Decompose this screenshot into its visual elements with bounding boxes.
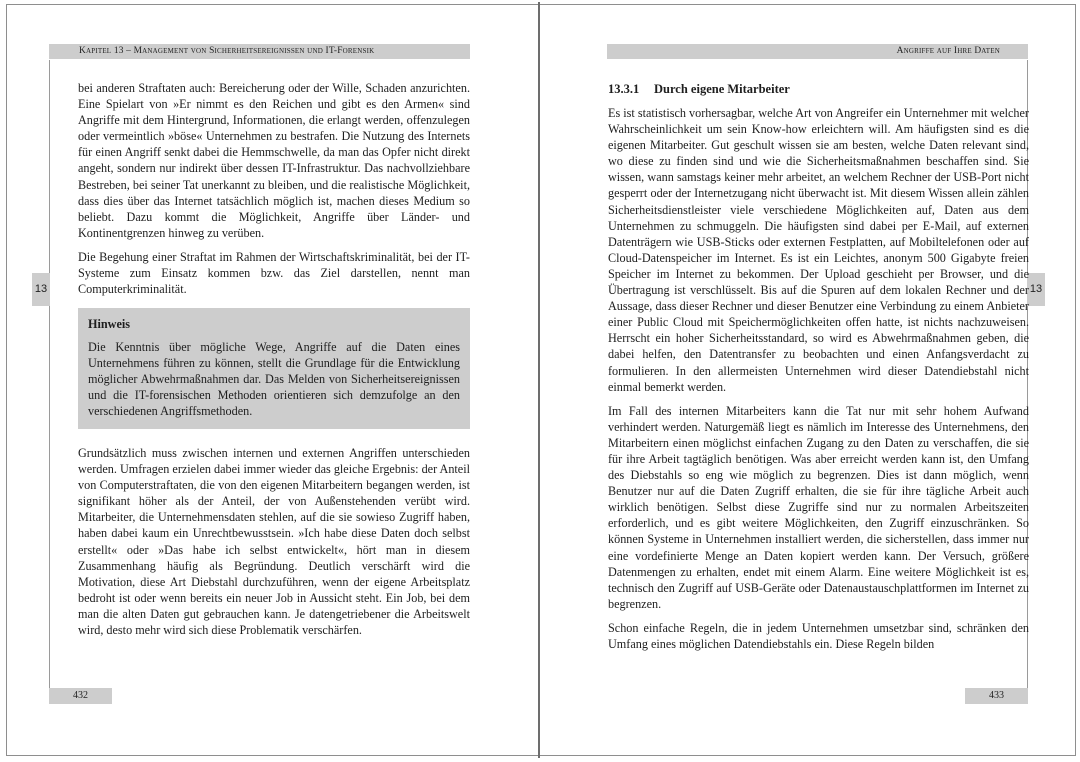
note-title: Hinweis [88, 317, 130, 331]
note-box [78, 308, 470, 429]
right-running-header: Angriffe auf Ihre Daten [607, 44, 1028, 59]
paragraph: Im Fall des internen Mitarbeiters kann die Tat nur mit sehr hohem Aufwand verhindert werden. Naturgemäß liegt es nämlich im Interesse des Unternehmens, den Mitarbeitern einen möglichst einfachen Zugang zu den Daten zu verschaffen, die sie für ihre Arbeit tagtäglich benötigen. Was aber erreicht werden kann ist, den Umfang des Diebstahls so eng wie möglich zu begrenzen. Dies ist dann möglich, wenn Benutzer nur auf die Daten Zugriff erhalten, die sie für ihre tägliche Arbeit auch wirklich benötigen. Selbst diese Zugriffe sind nur zu normalen Arbeitszeiten erforderlich, und es gibt weitere Möglichkeiten, den Zugriff einzuschränken. So können Systeme in Unternehmen installiert werden, die sicherstellen, dass immer nur eine vordefinierte Menge an Daten kopiert werden kann. Der Versuch, größere Datenmengen zu erhalten, endet mit einem Alarm. Eine weitere Möglichkeit ist es, technisch den Zugriff auf USB-Geräte oder Datenaustauschplattformen im Internet zu begrenzen. [608, 403, 1029, 611]
paragraph: bei anderen Straftaten auch: Bereicherung oder der Wille, Schaden anzurichten. Eine Spielart von »Er nimmt es den Reichen und gibt es den Armen« sind Angriffe mit dem Hintergrund, Informationen, die erlangt werden, offenzulegen oder vermeintlich »böse« Unternehmen zu bestrafen. Die Nutzung des Internets für einen Angriff senkt dabei die Hemmschwelle, da man das Opfer nicht direkt angeht, sondern nur indirekt über dessen IT-Infrastruktur. Das nachvollziehbare Bestreben, bei seiner Tat unerkannt zu bleiben, und die realistische Möglichkeit, dass dies über das Internet tatsächlich möglich ist, machen dieses Medium so beliebt. Dazu kommt die Möglichkeit, Angriffe über Länder- und Kontinentgrenzen hinweg zu verüben. [78, 81, 470, 240]
right-chapter-tab: 13 [1027, 273, 1045, 306]
right-body [608, 105, 1029, 660]
paragraph: Es ist statistisch vorhersagbar, welche Art von Angreifer ein Unternehmer mit welcher Wahrscheinlichkeit um sein Know-how erleichtern will. Am häufigsten sind es die eigenen Mitarbeiter. Gut geschult wissen sie am besten, welche Daten relevant sind, wo diese zu finden sind und wie die Sicherheitsmaßnahmen beschaffen sind. Sie wissen, wann samstags keiner mehr arbeitet, an welchem Rechner der USB-Port nicht gesperrt oder der Internetzugang nicht überwacht ist. Mit diesem Wissen allein zählen Sicherheitsdienstleister viele verschiedene Möglichkeiten auf, Daten aus dem Unternehmen zu schmuggeln. Die häufigsten sind dabei per E-Mail, auf externen Datenträgern wie USB-Sticks oder externen Festplatten, auf Mobiltelefonen oder auf Cloud-Datenspeicher im Internet. Es ist ein Leichtes, anonym 500 Gigabyte freien Speicher im Internet zu bekommen. Der Upload geschieht per Browser, und die Übertragung ist verschlüsselt. Bis auf die Spuren auf dem lokalen Rechner und der Aussage, dass dieser Rechner und dieser Benutzer eine Verbindung zu einem Anbieter einer Public Cloud mit Speichermöglichkeiten offen hatte, ist nichts nachzuweisen. Herrscht ein hoher Sicherheitsstandard, so wird es Abwehrmaßnahmen geben, die dabei helfen, den Datentransfer zu beobachten und einen Anfangsverdacht zu formulieren. In den allermeisten Unternehmen wird dieser Datendiebstahl nicht einmal bemerkt werden. [608, 106, 1029, 394]
right-page-number: 433 [965, 688, 1028, 704]
section-title: Durch eigene Mitarbeiter [654, 82, 790, 96]
left-page-number: 432 [49, 688, 112, 704]
left-running-header: Kapitel 13 – Management von Sicherheitsereignissen und IT-Forensik [49, 44, 470, 59]
paragraph: Grundsätzlich muss zwischen internen und externen Angriffen unterschieden werden. Umfragen erzielen dabei immer wieder das gleiche Ergebnis: der Anteil von Computerstraftaten, die von den eigenen Mitarbeitern begangen werden, ist signifikant höher als der Anteil, der von Außenstehenden verübt wird. Mitarbeiter, die Unternehmensdaten stehlen, auf die sie sowieso Zugriff haben, haben dabei kaum ein Unrechtbewusstsein. »Ich habe diese Daten doch selbst erstellt« oder »Das habe ich selbst entwickelt«, hört man in diesem Zusammenhang häufig als Begründung. Deutlich verschärft wird die Motivation, diese Art Diebstahl durchzuführen, wenn der eigene Arbeitsplatz bedroht ist oder wenn bereits ein neuer Job in Aussicht steht. Ein Job, bei dem man die alten Daten gut gebrauchen kann. Je datengetriebener die Arbeitswelt wird, desto mehr wird sich diese Problematik verschärfen. [78, 446, 470, 638]
left-body-bottom [78, 445, 470, 646]
left-page-margin-rule [49, 60, 50, 703]
left-chapter-tab: 13 [32, 273, 50, 306]
section-heading [608, 82, 790, 97]
book-spine [538, 2, 540, 758]
paragraph: Schon einfache Regeln, die in jedem Unternehmen umsetzbar sind, schränken den Umfang eines möglichen Datendiebstahls ein. Diese Regeln bilden [608, 620, 1029, 651]
note-body: Die Kenntnis über mögliche Wege, Angriffe auf die Daten eines Unternehmens führen zu können, stellt die Grundlage für die Entwicklung möglicher Abwehrmaßnahmen dar. Das Melden von Sicherheitsereignissen und die IT-forensischen Methoden orientieren sich demzufolge an den verschiedenen Angriffsmethoden. [88, 340, 460, 419]
section-number: 13.3.1 [608, 82, 640, 96]
paragraph: Die Begehung einer Straftat im Rahmen der Wirtschaftskriminalität, bei der IT-Systeme zum Einsatz kommen bzw. das Ziel darstellen, nennt man Computerkriminalität. [78, 249, 470, 297]
left-body-top [78, 80, 470, 305]
